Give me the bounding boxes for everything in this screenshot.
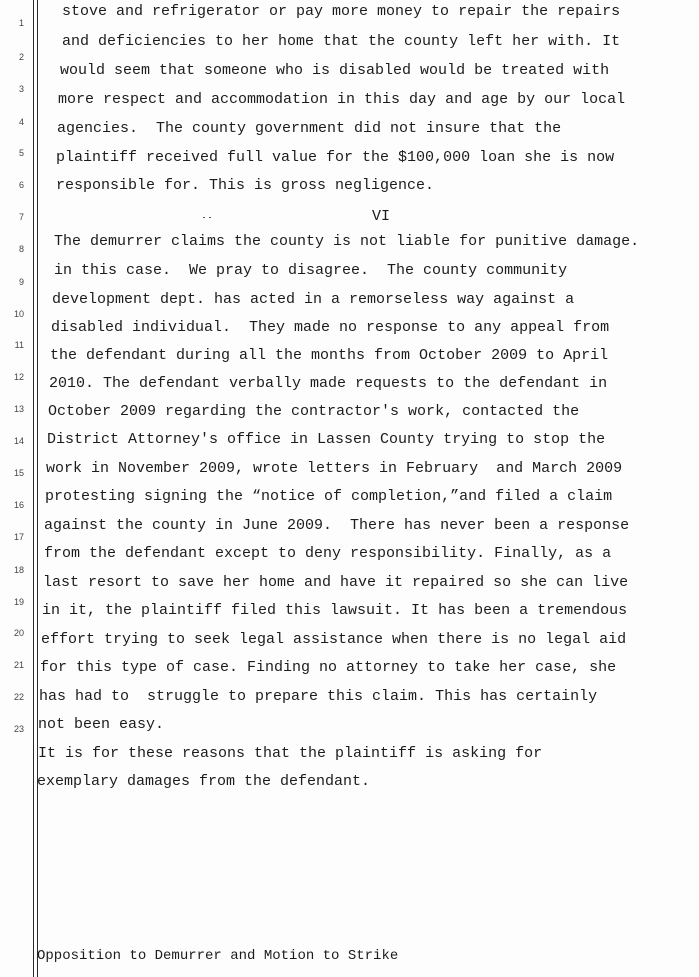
- text-line: against the county in June 2009. There has never been a response: [44, 517, 630, 534]
- text-line: exemplary damages from the defendant.: [37, 773, 371, 790]
- line-number: 3: [18, 84, 24, 94]
- line-number: 8: [18, 244, 24, 254]
- text-line: and deficiencies to her home that the county left her with. It: [62, 33, 621, 50]
- text-line: from the defendant except to deny responsibility. Finally, as a: [44, 545, 612, 562]
- line-number: 10: [13, 309, 24, 319]
- line-number: 23: [13, 724, 24, 734]
- line-number: 13: [13, 404, 24, 414]
- line-number: 4: [18, 117, 24, 127]
- line-number: 7: [18, 212, 24, 222]
- line-number: 19: [13, 597, 24, 607]
- line-number: 2: [18, 52, 24, 62]
- section-number: VI: [372, 208, 391, 225]
- text-line: in this case. We pray to disagree. The county community: [54, 262, 568, 279]
- text-line: not been easy.: [38, 716, 165, 733]
- text-line: would seem that someone who is disabled would be treated with: [60, 62, 610, 79]
- line-number: 14: [13, 436, 24, 446]
- line-number: 22: [13, 692, 24, 702]
- line-number: 1: [18, 18, 24, 28]
- text-line: protesting signing the “notice of completion,”and filed a claim: [45, 488, 613, 505]
- line-number: 12: [13, 372, 24, 382]
- line-number: 20: [13, 628, 24, 638]
- text-line: in it, the plaintiff filed this lawsuit. It has been a tremendous: [42, 602, 628, 619]
- text-line: work in November 2009, wrote letters in February and March 2009: [46, 460, 623, 477]
- text-line: last resort to save her home and have it repaired so she can live: [43, 574, 629, 591]
- text-line: agencies. The county government did not insure that the: [57, 120, 562, 137]
- line-number: 15: [13, 468, 24, 478]
- margin-rule: [33, 0, 34, 977]
- margin-rule: [37, 0, 38, 977]
- footer-title: Opposition to Demurrer and Motion to Strike: [37, 948, 399, 964]
- line-number: 6: [18, 180, 24, 190]
- text-line: 2010. The defendant verbally made requests to the defendant in: [49, 375, 608, 392]
- text-line: It is for these reasons that the plaintiff is asking for: [38, 745, 543, 762]
- scan-speck: [203, 217, 205, 218]
- text-line: effort trying to seek legal assistance when there is no legal aid: [41, 631, 627, 648]
- text-line: October 2009 regarding the contractor's work, contacted the: [48, 403, 580, 420]
- line-number: 21: [13, 660, 24, 670]
- text-line: for this type of case. Finding no attorney to take her case, she: [40, 659, 617, 676]
- text-line: responsible for. This is gross negligence.: [56, 177, 435, 194]
- text-line: plaintiff received full value for the $100,000 loan she is now: [56, 149, 615, 166]
- text-line: development dept. has acted in a remorseless way against a: [52, 291, 575, 308]
- text-line: stove and refrigerator or pay more money to repair the repairs: [62, 3, 621, 20]
- line-number: 9: [18, 277, 24, 287]
- text-line: The demurrer claims the county is not liable for punitive damage.: [54, 233, 640, 250]
- scan-speck: [209, 217, 211, 218]
- line-number: 17: [13, 532, 24, 542]
- line-number: 11: [14, 340, 24, 350]
- text-line: District Attorney's office in Lassen County trying to stop the: [47, 431, 606, 448]
- text-line: has had to struggle to prepare this claim. This has certainly: [39, 688, 598, 705]
- text-line: disabled individual. They made no response to any appeal from: [51, 319, 610, 336]
- text-line: more respect and accommodation in this day and age by our local: [58, 91, 626, 108]
- line-number: 16: [13, 500, 24, 510]
- text-line: the defendant during all the months from October 2009 to April: [50, 347, 609, 364]
- line-number: 5: [18, 148, 24, 158]
- line-number: 18: [13, 565, 24, 575]
